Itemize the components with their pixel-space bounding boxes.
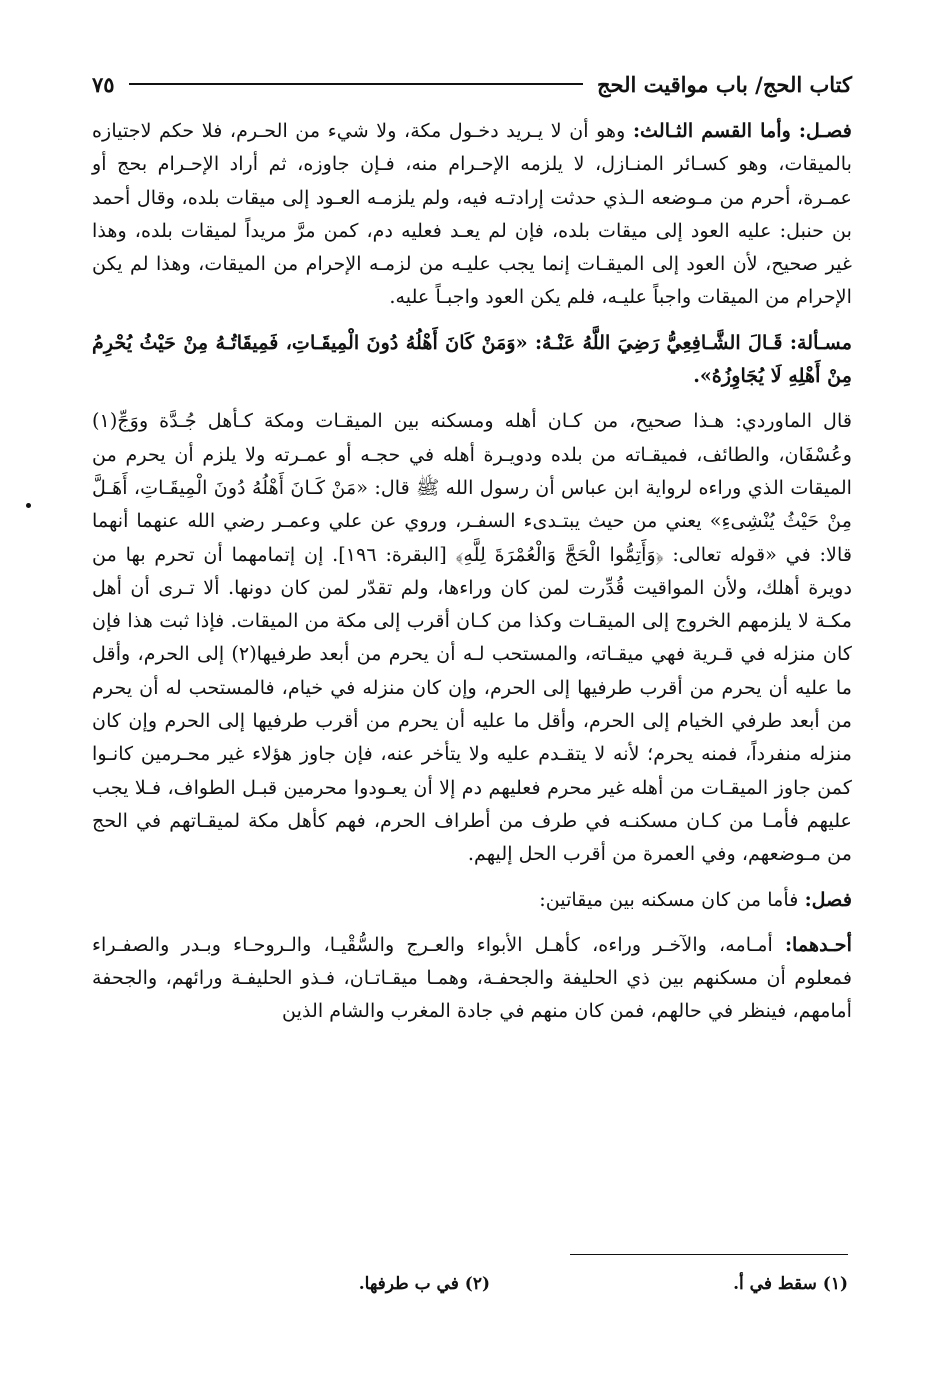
page-number: ٧٥ — [92, 71, 115, 97]
margin-mark — [26, 503, 31, 508]
footnote-divider — [570, 1254, 848, 1255]
running-header — [92, 62, 852, 106]
footnotes — [92, 1262, 852, 1302]
paragraph-body: وهو أن لا يـريد دخـول مكة، ولا شيء من الحـرم، فلا حكم لاجتيازه بالميقات، وهو كسـائر المنـازل، لا يلزمه الإحـرام منه، فـإن جاوزه، ثم أراد الإحـرام بحج أو عمـرة، أحرم من مـوضعه الـذي حدثت إرادتـه فيه، ولم يلزمـه العـود إلى ميقات بلده، وقال أحمد بن حنبل: عليه العود إلى ميقات بلده، فإن لم يعـد فعليه دم، كمن مرَّ مريداً لميقات بلده، وهذا غير صحيح، لأن العود إلى الميقـات إنما يجب عليـه من لزمـه الإحرام من الميقات، وهذا لم يكن الإحرام من الميقات واجباً عليـه، فلم يكن العود واجبـاً عليه. — [92, 119, 852, 309]
footnote-2: (٢) في ب طرفها. — [358, 1274, 490, 1294]
paragraph-lead: فصل: — [804, 887, 852, 911]
paragraph-lead: أحـدهما: — [784, 932, 852, 956]
paragraph-body: قال الماوردي: هـذا صحيح، من كـان أهله ومسكنه بين الميقـات ومكة كـأهل جُـدَّة ووَجِّ(١) وعُسْفَان، والطائف، فميقـاته من بلده ودويـرة أهله في حجـه أو عمـرته ولا يلزم أن يحرم من الميقات الذي وراءه لرواية ابن عباس أن رسول الله ﷺ قال: «مَنْ كَـانَ أَهْلُهُ دُونَ الْمِيقَـاتِ، أَهَـلَّ مِنْ حَيْثُ يُنْشِىءِ» يعني من حيث يبتـدىء السفـر، وروي عن علي وعمـر رضي الله عنهما أنهما قالا: في «قوله تعالى: ﴿وَأَتِمُّوا الْحَجَّ وَالْعُمْرَةَ لِلَّهِ﴾ [البقرة: ١٩٦]. إن إتمامهما أن تحرم بها من دويرة أهلك، ولأن المواقيت قُدِّرت لمن كان وراءها، ولم تقدّر لمن كان دونها. ألا تـرى أن أهل مكـة لا يلزمهم الخروج إلى الميقـات وكذا من كـان أقرب إلى مكة من الميقات. فإذا ثبت هذا فإن كان منزله في قـرية فهي ميقـاته، والمستحب لـه أن يحرم من أبعد طرفيها(٢) إلى الحرم، وأقل ما عليه أن يحرم من أقرب طرفيها إلى الحرم، وإن كان منزله في خيام، فالمستحب له أن يحرم من أبعد طرفي الخيام إلى الحرم، وأقل ما عليه أن يحرم من أقرب طرفيها إلى الحرم وإن كان منزله منفرداً، فمنه يحرم؛ لأنه لا يتقـدم عليه ولا يتأخر عنه، فإن جاوز هؤلاء غير محـرمين كانـوا كمن جاوز الميقـات من أهله غير محرم فعليهم دم إلا أن يعـودوا محرمين قبـل الطواف، فـلا يجب عليهم فأمـا من كـان مسكنـه في طرف من أطراف الحرم، فهم كأهل مكة لميقـاتهم في الحج من مـوضعهم، وفي العمرة من أقرب الحل إليهم. — [92, 409, 852, 866]
footnote-1: (١) سقط في أ. — [733, 1274, 848, 1294]
paragraph-first-case — [92, 928, 852, 1028]
chapter-title: كتاب الحج/ باب مواقيت الحج — [596, 71, 852, 97]
paragraph-masala — [92, 326, 852, 393]
paragraph-two-miqats — [92, 883, 852, 916]
paragraph-lead: مسـألة: قَـالَ الشَّـافِعِيُّ رَضِيَ اللَّهُ عَنْـهُ: — [534, 330, 852, 354]
paragraph-lead: فصـل: وأما القسم الثـالث: — [632, 119, 852, 142]
paragraph-body: «وَمَنْ كَانَ أَهْلُهُ دُونَ الْمِيقَـاتِ، فَمِيقَاتُـهُ مِنْ حَيْثُ يُحْرِمُ مِنْ أَهْلِهِ لَا يُجَاوِزُهُ». — [92, 330, 852, 388]
paragraph-section-third-part — [92, 114, 852, 314]
paragraph-body: فأما من كان مسكنه بين ميقاتين: — [539, 887, 805, 911]
paragraph-body: أمـامه، والآخـر وراءه، كأهـل الأبواء والعـرج والسُّقْيـا، والـروحـاء وبـدر والصفـراء فمعلوم أن مسكنهم بين ذي الحليفة والجحفـة، وهمـا ميقـاتـان، فـذو الحليفـة ورائهم، والجحفة أمامهم، فينظر في حالهم، فمن كان منهم في جادة المغرب والشام الذين — [92, 932, 852, 1023]
main-text — [92, 114, 852, 1028]
paragraph-mawardi — [92, 404, 852, 870]
header-rule — [129, 83, 583, 85]
